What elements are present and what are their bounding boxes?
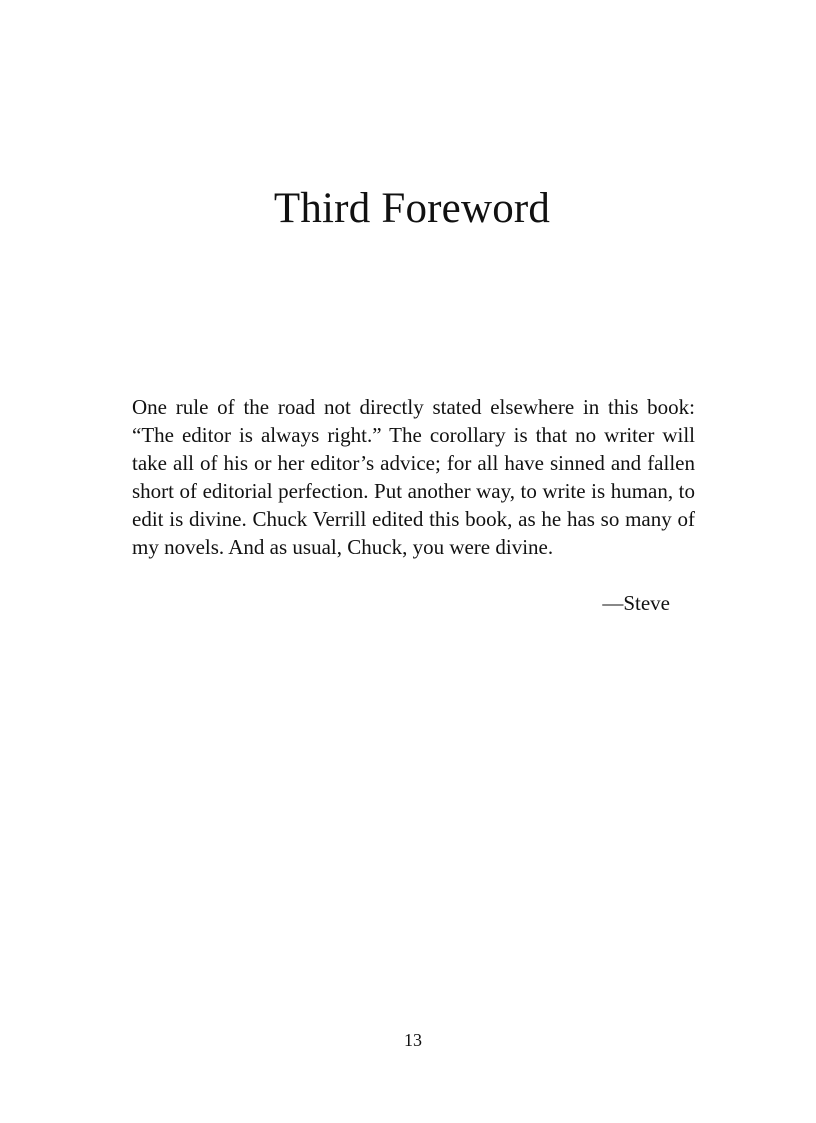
signature: —Steve bbox=[602, 591, 670, 615]
page-number: 13 bbox=[404, 1030, 422, 1050]
chapter-title: Third Foreword bbox=[273, 185, 551, 232]
foreword-paragraph: One rule of the road not directly stated elsewhere in this book: “The editor is always right.” The corollary is that no writer will take all of his or her editor’s advice; for all have sinned and fallen short of editorial perfection. Put another way, to write is human, to edit is divine. Chuck Verrill edited this book, as he has so many of my novels. And as usual, Chuck, you were divine. bbox=[132, 395, 695, 559]
